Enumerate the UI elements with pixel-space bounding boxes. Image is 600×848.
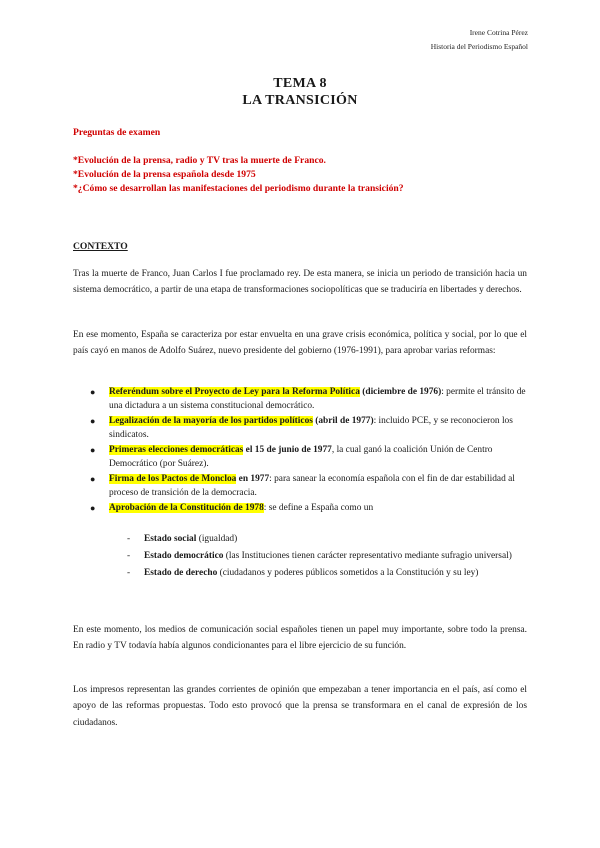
bullet-icon: ● xyxy=(90,503,96,513)
exam-questions xyxy=(73,127,533,196)
list-item: ● Referéndum sobre el Proyecto de Ley para la Reforma Política (diciembre de 1976): permite el tránsito de una dictadura a un sistema constitucional democrático. xyxy=(90,387,526,411)
reform-list xyxy=(73,385,527,516)
list-item: - Estado social (igualdad) xyxy=(127,532,527,547)
title-topic-name: LA TRANSICIÓN xyxy=(242,93,358,108)
bullet-icon: ● xyxy=(90,416,96,426)
bullet-icon: ● xyxy=(90,445,96,455)
dash-marker: - xyxy=(127,534,131,544)
document-title xyxy=(0,75,600,109)
list-item: ● Aprobación de la Constitución de 1978: se define a España como un xyxy=(90,503,374,513)
section-heading-context: CONTEXTO xyxy=(73,241,128,252)
list-item: - Estado democrático (las Instituciones tienen carácter representativo mediante sufragio universal) xyxy=(127,549,527,564)
list-item: ● Firma de los Pactos de Moncloa en 1977: para sanear la economía española con el fin de dar estabilidad al proceso de transición de la democracia. xyxy=(90,474,515,498)
bullet-icon: ● xyxy=(90,387,96,397)
exam-question: *Evolución de la prensa española desde 1975 xyxy=(73,169,256,180)
author-name: Irene Cotrina Pérez xyxy=(469,28,528,37)
paragraph-crisis: En ese momento, España se caracteriza por estar envuelta en una grave crisis económica, política y social, por lo que el país cayó en manos de Adolfo Suárez, nuevo presidente del gobierno (1976-1991), para aprobar varias reformas: xyxy=(73,330,527,357)
constitution-definition-list xyxy=(127,532,527,582)
exam-heading: Preguntas de examen xyxy=(73,127,161,138)
paragraph-intro: Tras la muerte de Franco, Juan Carlos I fue proclamado rey. De esta manera, se inicia un periodo de transición hacia un sistema democrático, a partir de una etapa de transformaciones sociopolíticas que se traduciría en libertades y derechos. xyxy=(73,269,527,296)
bullet-icon: ● xyxy=(90,474,96,484)
exam-question: *Evolución de la prensa, radio y TV tras la muerte de Franco. xyxy=(73,155,326,166)
dash-marker: - xyxy=(127,550,131,561)
paragraph-press: Los impresos representan las grandes corrientes de opinión que empezaban a tener importancia en el país, así como el apoyo de las reformas propuestas. Todo esto provocó que la prensa se transformara en el canal de expresión de los ciudadanos. xyxy=(73,685,527,728)
list-item: ● Legalización de la mayoría de los partidos políticos (abril de 1977): incluido PCE, y se reconocieron los sindicatos. xyxy=(90,416,513,440)
page-header xyxy=(431,26,528,54)
course-name: Historia del Periodismo Español xyxy=(430,42,528,51)
title-topic-number: TEMA 8 xyxy=(273,76,327,91)
list-item: ● Primeras elecciones democráticas el 15 de junio de 1977, la cual ganó la coalición Unión de Centro Democrático (por Suárez). xyxy=(90,445,493,469)
exam-question: *¿Cómo se desarrollan las manifestaciones del periodismo durante la transición? xyxy=(73,183,404,194)
list-item: - Estado de derecho (ciudadanos y poderes públicos sometidos a la Constitución y su ley) xyxy=(127,566,527,581)
paragraph-media: En este momento, los medios de comunicación social españoles tienen un papel muy importante, sobre todo la prensa. En radio y TV todavía había algunos condicionantes para el libre ejercicio de su función. xyxy=(73,625,527,652)
dash-marker: - xyxy=(127,567,131,578)
